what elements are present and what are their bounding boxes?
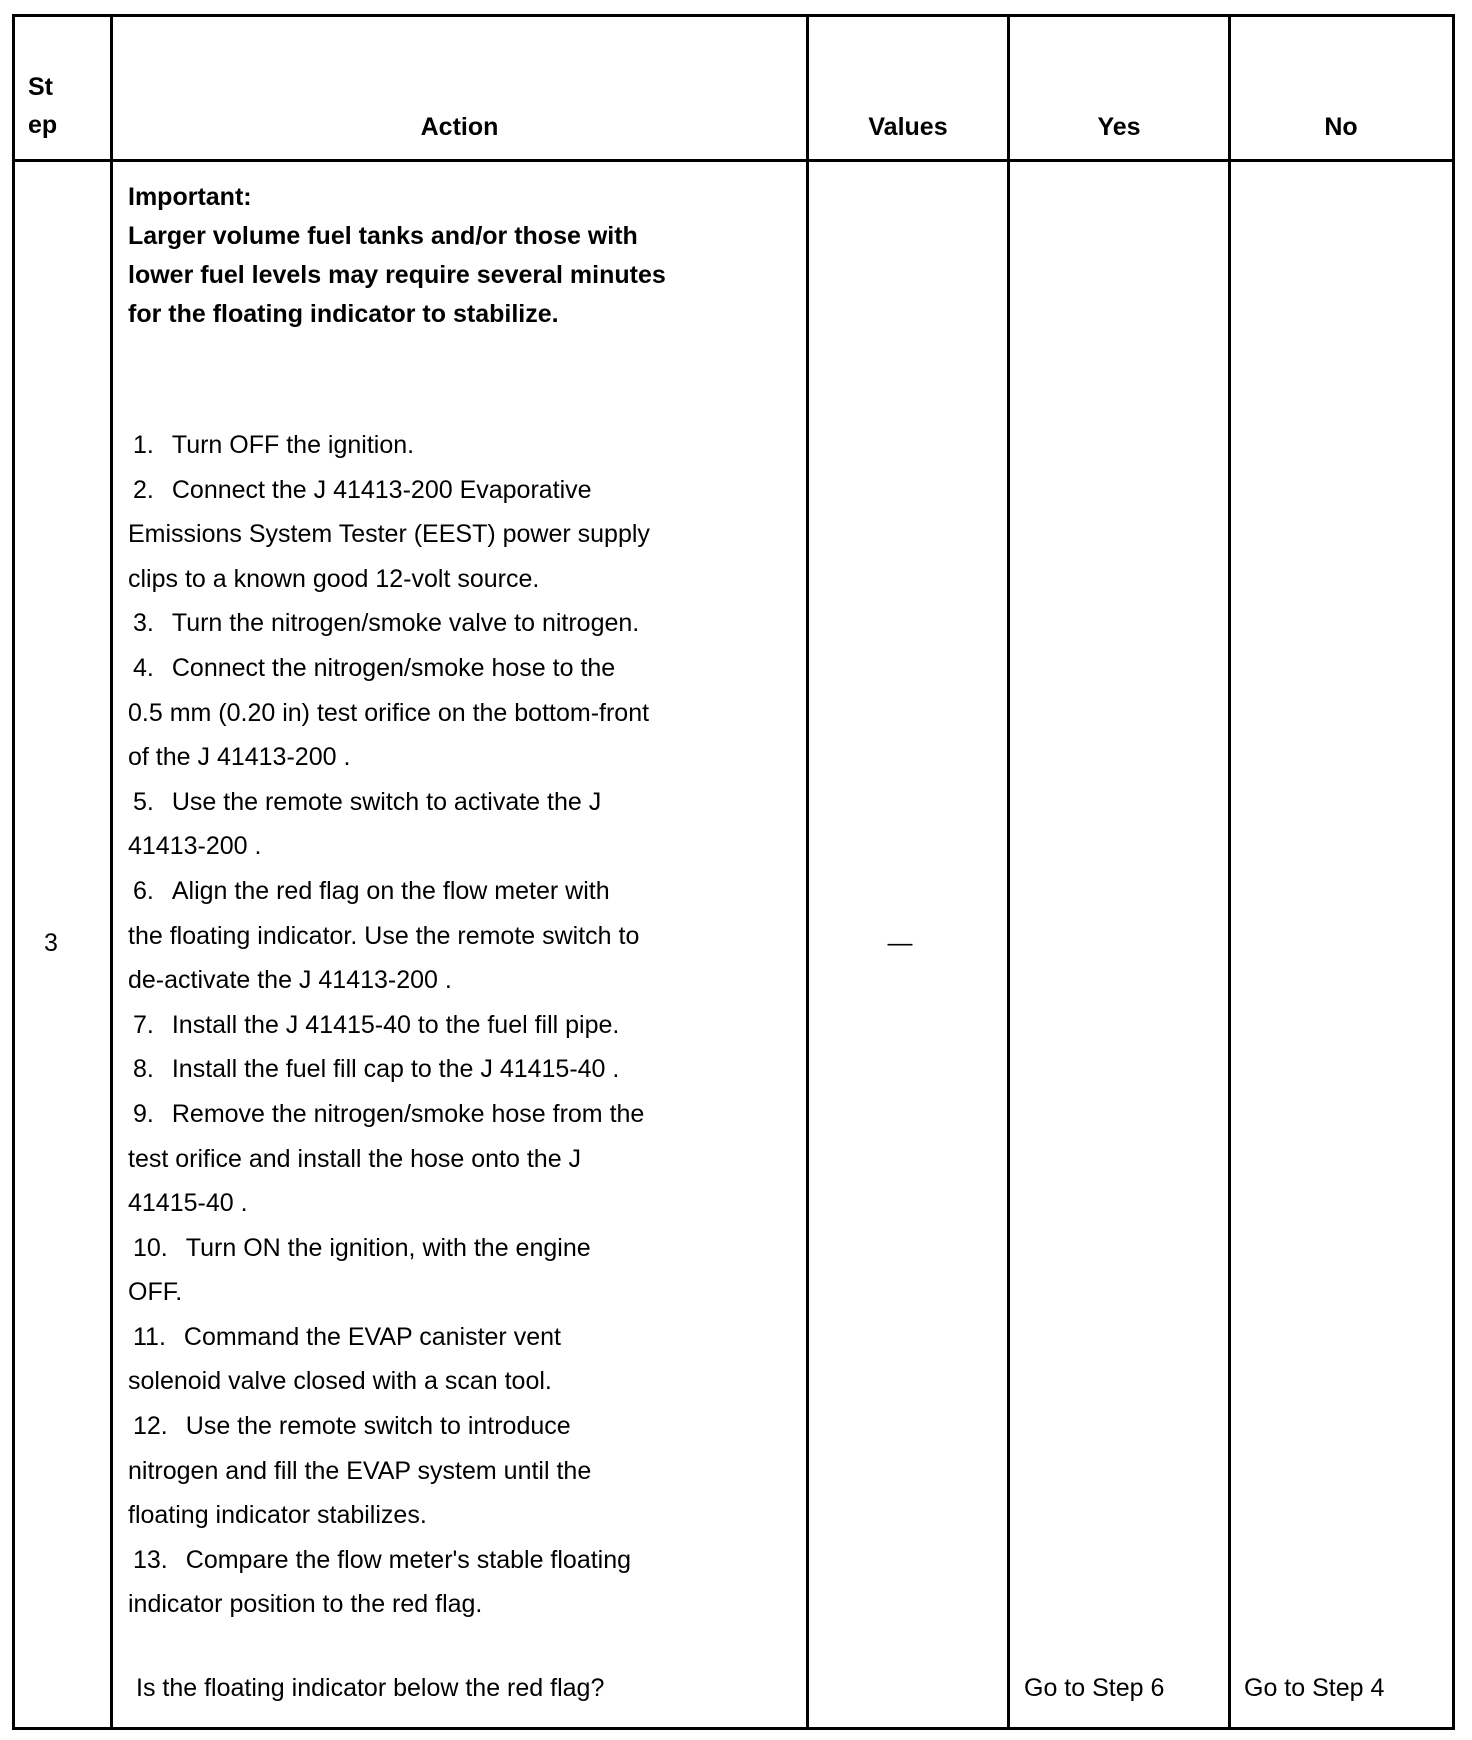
header-step-line1: St xyxy=(28,73,53,101)
step-continuation: 41415-40 . xyxy=(128,1189,248,1218)
step-number: 3 xyxy=(44,929,58,957)
procedure-step-9 xyxy=(128,1092,808,1137)
step-index: 1. xyxy=(133,431,154,459)
step-index: 8. xyxy=(133,1055,154,1084)
step-continuation: de-activate the J 41413-200 . xyxy=(128,966,452,995)
important-line: Larger volume fuel tanks and/or those with xyxy=(128,222,638,250)
procedure-step-8 xyxy=(128,1047,808,1092)
important-notice xyxy=(128,178,728,334)
procedure-step-11 xyxy=(128,1315,808,1360)
header-values: Values xyxy=(868,113,948,141)
step-text: Align the red flag on the flow meter with xyxy=(171,876,610,905)
important-line: lower fuel levels may require several minutes xyxy=(128,261,666,289)
step-index: 7. xyxy=(133,1010,154,1039)
procedure-step-1 xyxy=(128,423,808,468)
step-index: 2. xyxy=(133,475,154,504)
step-continuation: floating indicator stabilizes. xyxy=(128,1501,427,1530)
step-continuation: clips to a known good 12-volt source. xyxy=(128,564,540,593)
step-text: Turn OFF the ignition. xyxy=(171,431,415,459)
step-continuation: OFF. xyxy=(128,1278,183,1307)
step-text: Use the remote switch to activate the J xyxy=(171,787,602,816)
step-continuation: test orifice and install the hose onto the J xyxy=(128,1144,582,1173)
step-index: 5. xyxy=(133,787,154,816)
procedure-step-3 xyxy=(128,601,808,646)
step-text: Connect the nitrogen/smoke hose to the xyxy=(171,653,616,682)
step-continuation: solenoid valve closed with a scan tool. xyxy=(128,1367,552,1396)
header-step-line2: ep xyxy=(28,111,58,139)
step-index: 10. xyxy=(133,1233,168,1262)
step-text: Turn the nitrogen/smoke valve to nitrogen. xyxy=(171,609,640,638)
procedure-step-2 xyxy=(128,468,808,513)
column-divider-yes xyxy=(1228,14,1231,1730)
step-continuation: the floating indicator. Use the remote switch to xyxy=(128,921,640,950)
header-no: No xyxy=(1324,113,1358,141)
step-text: Use the remote switch to introduce xyxy=(185,1412,571,1441)
procedure-step-10 xyxy=(128,1226,808,1271)
step-text: Remove the nitrogen/smoke hose from the xyxy=(171,1099,645,1128)
procedure-step-6 xyxy=(128,869,808,914)
step-continuation: 41413-200 . xyxy=(128,832,262,861)
procedure-step-5 xyxy=(128,780,808,825)
header-yes: Yes xyxy=(1097,113,1141,141)
step-index: 4. xyxy=(133,653,154,682)
step-text: Command the EVAP canister vent xyxy=(183,1322,561,1351)
procedure-step-12 xyxy=(128,1404,808,1449)
step-index: 9. xyxy=(133,1099,154,1128)
step-text: Connect the J 41413-200 Evaporative xyxy=(171,475,592,504)
header-action: Action xyxy=(420,113,499,141)
step-text: Turn ON the ignition, with the engine xyxy=(185,1233,591,1262)
step-text: Compare the flow meter's stable floating xyxy=(185,1545,632,1574)
step-continuation: nitrogen and fill the EVAP system until the xyxy=(128,1456,592,1485)
decision-question: Is the floating indicator below the red flag? xyxy=(136,1674,605,1702)
header-divider xyxy=(12,159,1455,162)
important-label: Important: xyxy=(128,183,252,211)
important-line: for the floating indicator to stabilize. xyxy=(128,300,559,328)
step-continuation: 0.5 mm (0.20 in) test orifice on the bottom-front xyxy=(128,698,650,727)
procedure-step-13 xyxy=(128,1538,808,1583)
procedure-step-7 xyxy=(128,1003,808,1048)
step-continuation: of the J 41413-200 . xyxy=(128,743,351,772)
column-divider-values xyxy=(1007,14,1010,1730)
values-cell: — xyxy=(887,929,913,957)
step-index: 3. xyxy=(133,609,154,638)
procedure-steps xyxy=(128,423,808,1627)
step-text: Install the J 41415-40 to the fuel fill pipe. xyxy=(171,1010,620,1039)
column-divider-step xyxy=(110,14,113,1730)
step-index: 11. xyxy=(133,1322,166,1351)
header-step xyxy=(28,68,57,144)
step-text: Install the fuel fill cap to the J 41415-40 . xyxy=(171,1055,620,1084)
no-cell: Go to Step 4 xyxy=(1244,1674,1385,1702)
step-continuation: indicator position to the red flag. xyxy=(128,1590,483,1619)
yes-cell: Go to Step 6 xyxy=(1024,1674,1165,1702)
step-index: 6. xyxy=(133,876,154,905)
step-index: 12. xyxy=(133,1412,168,1441)
step-index: 13. xyxy=(133,1545,168,1574)
step-continuation: Emissions System Tester (EEST) power supply xyxy=(128,520,650,549)
procedure-step-4 xyxy=(128,646,808,691)
